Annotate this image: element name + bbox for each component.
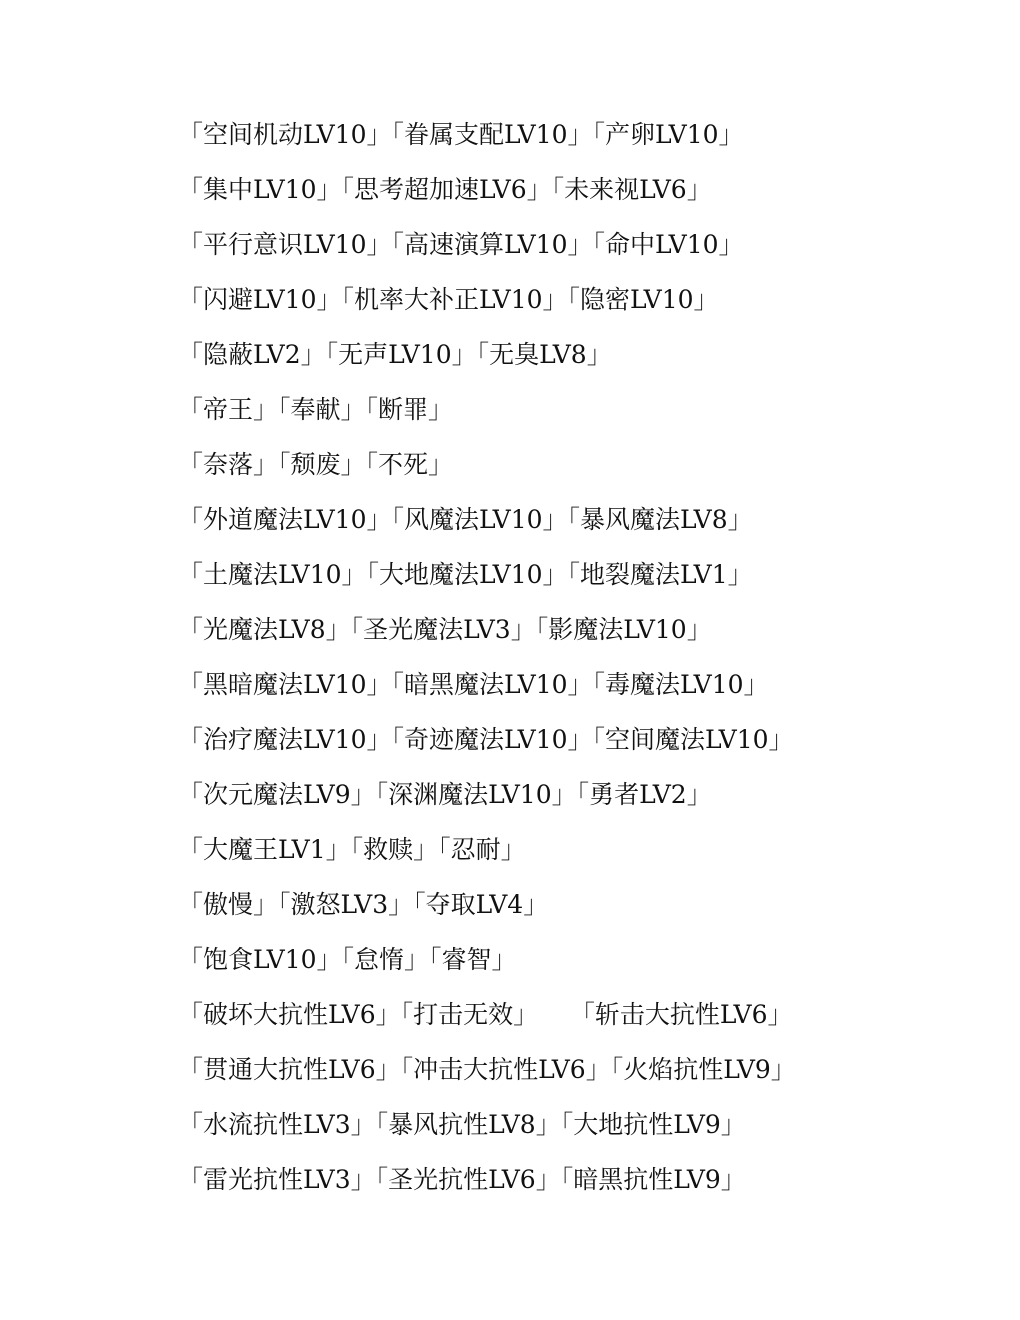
skill-line: 「大魔王LV1」「救赎」「忍耐」 (178, 835, 526, 864)
skill-line: 「平行意识LV10」「高速演算LV10」「命中LV10」 (178, 230, 744, 259)
skill-line: 「闪避LV10」「机率大补正LV10」「隐密LV10」 (178, 285, 719, 314)
skill-line: 「奈落」「颓废」「不死」 (178, 450, 454, 479)
skill-line: 「隐蔽LV2」「无声LV10」「无臭LV8」 (178, 340, 612, 369)
skill-line: 「黑暗魔法LV10」「暗黑魔法LV10」「毒魔法LV10」 (178, 670, 769, 699)
skill-line: 「外道魔法LV10」「风魔法LV10」「暴风魔法LV8」 (178, 505, 753, 534)
skill-line: 「空间机动LV10」「眷属支配LV10」「产卵LV10」 (178, 120, 744, 149)
skill-line: 「光魔法LV8」「圣光魔法LV3」「影魔法LV10」 (178, 615, 712, 644)
skill-line: 「饱食LV10」「怠惰」「睿智」 (178, 945, 517, 974)
skill-line: 「傲慢」「激怒LV3」「夺取LV4」 (178, 890, 549, 919)
skill-line: 「雷光抗性LV3」「圣光抗性LV6」「暗黑抗性LV9」 (178, 1165, 746, 1194)
skill-line: 「帝王」「奉献」「断罪」 (178, 395, 454, 424)
skill-line: 「次元魔法LV9」「深渊魔法LV10」「勇者LV2」 (178, 780, 712, 809)
skill-list (178, 113, 978, 1213)
skill-line: 「破坏大抗性LV6」「打击无效」 「斩击大抗性LV6」 (178, 1000, 793, 1029)
skill-line: 「贯通大抗性LV6」「冲击大抗性LV6」「火焰抗性LV9」 (178, 1055, 796, 1084)
skill-line: 「集中LV10」「思考超加速LV6」「未来视LV6」 (178, 175, 712, 204)
skill-line: 「水流抗性LV3」「暴风抗性LV8」「大地抗性LV9」 (178, 1110, 746, 1139)
skill-line: 「治疗魔法LV10」「奇迹魔法LV10」「空间魔法LV10」 (178, 725, 794, 754)
skill-line: 「土魔法LV10」「大地魔法LV10」「地裂魔法LV1」 (178, 560, 753, 589)
